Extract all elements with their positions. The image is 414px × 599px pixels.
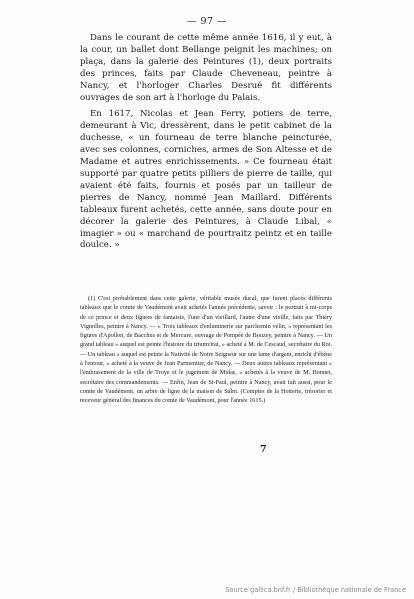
main-text [80, 33, 332, 252]
signature-mark: 7 [260, 444, 267, 455]
paragraph-1: Dans le courant de cette même année 1616, il y eut, à la cour, un ballet dont Bellange peignit les machines; on plaça, dans la galerie des Peintures (1), deux portraits des princes, faits par Claude Cheveneau, peintre à Nancy, et l'horloger Charles Desrué fit différents ouvrages de son art à l'horloge du Palais. [80, 33, 332, 103]
footnote-text: (1) C'est probablement dans cette galerie, véritable musée ducal, que furent placés différents tableaux que le comte de Vaudémont avait achetés l'année précédente, savoir : le portrait à mi-corps de ce prince et deux figures de fantaisie, l'une d'un vieillard, l'autre d'une vieille, faits par Thiéry Vignolles, peintre à Nancy. — « Trois tableaux d'enluminerie sur parchemin vélin, » représentant les figures d'Apollon, de Bacchus et de Mercure, ouvrage de Pompée de Bouzey, peintre à Nancy. — Un grand tableau » auquel est peinte l'histoire du triumvirat, » acheté à M. de Cescaud, secrétaire du Roi. — Un tableau » auquel est peinte la Nativité de Notre Seigneur sur une lame d'argent, enrichi d'ébène à l'entour, » acheté à la veuve de Jean Parmentier, de Nancy. — Deux autres tableaux représentant » l'embrasement de la ville de Troye et le jugement de Midas, » achetés à la veuve de M. Bonnet, secrétaire des commandements. — Enfin, Jean de St-Paul, peintre à Nancy, avait fait aussi, pour le comte de Vaudémont, un arbre de ligne de la maison de Salm. (Comptes de la Hotterie, trésorier et receveur général des finances du comte de Vaudémont, pour l'année 1615.) [80, 295, 332, 405]
footnote [80, 294, 332, 406]
paragraph-2: En 1617, Nicolas et Jean Ferry, potiers de terre, demeurant à Vic, dressèrent, dans le petit cabinet de la duchesse, « un fourneau de terre blanche peincturée, avec ses colonnes, corniches, armes de Son Altesse et de Madame et autres enrichissements. » Ce fourneau était supporté par quatre petits pilliers de pierre de taille, qui avaient été faits, fournis et posés par un tailleur de pierres de Nancy, nommé Jean Maillard. Différents tableaux furent achetés, cette année, sans doute pour en décorer la galerie des Peintures, à Claude Libal, « imagier » ou « marchand de pourtraitz peintz et en taille doulce. » [80, 109, 332, 251]
source-credit: Source gallica.bnf.fr / Bibliothèque nationale de France [225, 586, 406, 594]
page-number-header: — 97 — [186, 16, 228, 27]
